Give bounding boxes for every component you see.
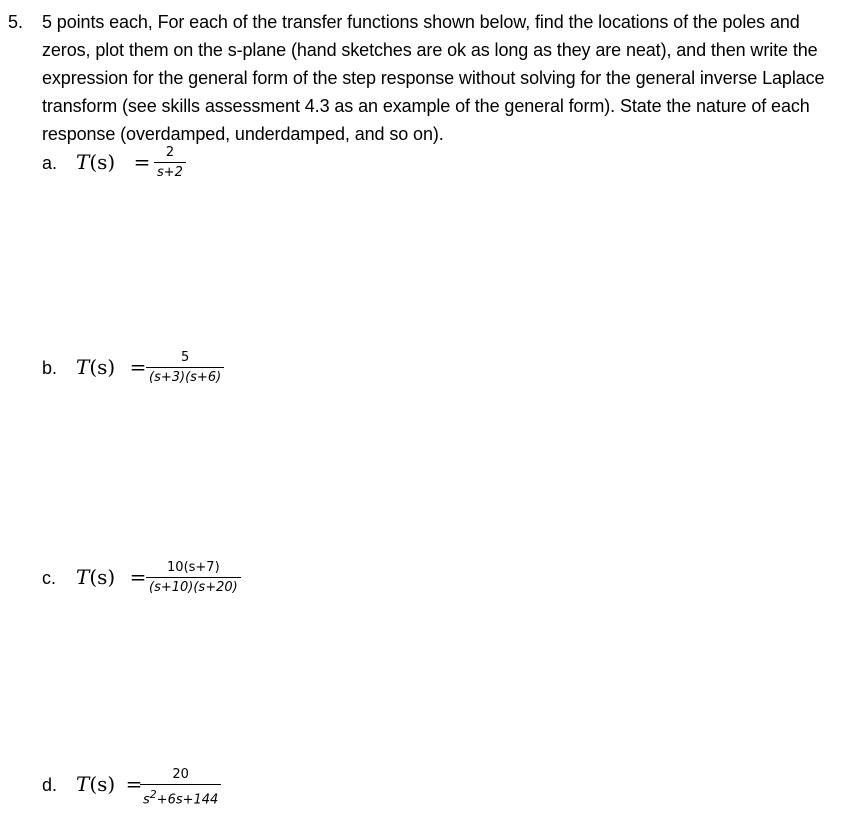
equals-sign-d: = [125,772,143,796]
transfer-function-argument-a: (s) [89,150,116,174]
denominator-a: s+2 [154,162,186,180]
equation-lhs-d [76,771,142,797]
denominator-base-d: s [143,792,150,808]
transfer-function-argument-c: (s) [89,565,116,589]
denominator-c: (s+10)(s+20) [146,577,241,595]
item-label-b: b. [42,358,58,378]
denominator-power-d: 2 [149,788,157,801]
numerator-d: 20 [172,767,189,782]
numerator-b: 5 [180,350,190,365]
transfer-function-symbol-a: T [76,150,90,174]
equals-sign-b: = [129,355,147,379]
transfer-function-symbol-b: T [76,355,90,379]
equation-lhs-c [76,564,146,590]
denominator-b: (s+3)(s+6) [146,367,224,385]
equation-lhs-b [76,354,146,380]
transfer-function-argument-d: (s) [89,772,116,796]
equals-sign-c: = [129,565,147,589]
fraction-a [154,145,186,180]
item-label-c: c. [42,568,57,588]
equation-lhs-a [76,149,150,175]
denominator-d [140,784,221,807]
transfer-function-symbol-d: T [76,772,90,796]
item-label-d: d. [42,775,58,795]
problem-prompt: 5 points each, For each of the transfer functions shown below, find the locations of the poles and zeros, plot them on the s-plane (hand sketches are ok as long as they are neat), and then write the expression for the general form of the step response without solving for the general inverse Laplace transform (see skills assessment 4.3 as an example of the general form). State the nature of each response (overdamped, underdamped, and so on). [42,12,825,144]
transfer-function-symbol-c: T [76,565,90,589]
transfer-function-argument-b: (s) [89,355,116,379]
problem-number: 5. [8,12,24,32]
fraction-c [146,560,241,595]
equals-sign-a: = [133,150,151,174]
denominator-rest-d: +6s+144 [156,792,219,808]
numerator-a: 2 [165,145,175,160]
numerator-c: 10(s+7) [167,560,220,575]
item-label-a: a. [42,153,58,173]
fraction-b [146,350,224,385]
fraction-d [140,767,221,807]
